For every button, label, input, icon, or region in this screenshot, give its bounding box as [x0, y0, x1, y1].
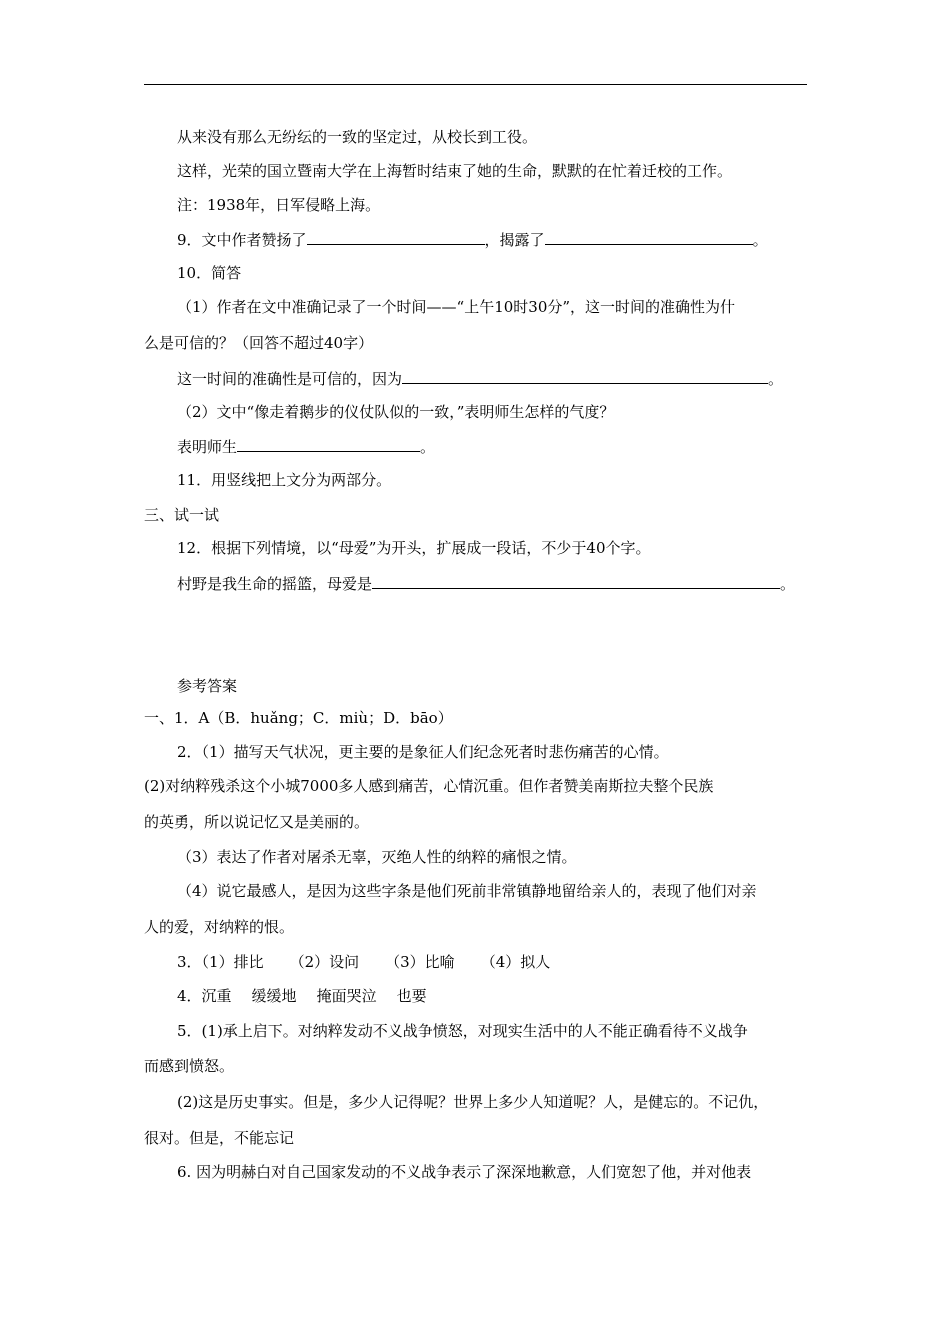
q9-text-2: ，揭露了 — [484, 231, 545, 249]
answer-3 — [177, 952, 550, 972]
passage-note: 注：1938年，日军侵略上海。 — [177, 196, 381, 214]
q12-blank[interactable] — [372, 573, 780, 589]
answer-2-3: （3）表达了作者对屠杀无辜，灭绝人性的纳粹的痛恨之情。 — [177, 848, 577, 866]
answer-6: 6. 因为明赫白对自己国家发动的不义战争表示了深深地歉意，人们宽恕了他，并对他表 — [177, 1163, 752, 1181]
question-10-2-answer — [177, 436, 435, 456]
answer-2-2: (2)对纳粹残杀这个小城7000多人感到痛苦，心情沉重。但作者赞美南斯拉夫整个民族 — [144, 777, 714, 795]
q10-1-end: 。 — [768, 370, 784, 388]
answer-3-item: （3）比喻 — [385, 953, 455, 971]
answer-5-2-cont: 很对。但是，不能忘记 — [144, 1129, 295, 1147]
answer-5-1-cont: 而感到愤怒。 — [144, 1057, 235, 1075]
question-10-1-cont: 么是可信的？（回答不超过40字） — [144, 334, 374, 352]
q10-2-end: 。 — [420, 438, 436, 456]
answer-4 — [177, 986, 427, 1006]
question-10-2: （2）文中“像走着鹅步的仪仗队似的一致，”表明师生怎样的气度？ — [177, 403, 615, 421]
answer-4-item: 缓缓地 — [251, 987, 297, 1005]
answer-4-item: 也要 — [396, 987, 427, 1005]
question-10-1-answer — [177, 368, 783, 388]
passage-line: 从来没有那么无纷纭的一致的坚定过，从校长到工役。 — [177, 128, 538, 146]
section-3-heading: 三、试一试 — [144, 506, 220, 524]
answer-2-1: 2．（1）描写天气状况，更主要的是象征人们纪念死者时悲伤痛苦的心情。 — [177, 743, 669, 761]
answer-1: 一、1．A（B．huǎng；C．miù；D．bāo） — [144, 709, 453, 727]
q10-1-blank[interactable] — [402, 368, 768, 384]
q9-text-1: 9．文中作者赞扬了 — [177, 231, 307, 249]
answer-2-4-cont: 人的爱，对纳粹的恨。 — [144, 918, 295, 936]
question-11: 11．用竖线把上文分为两部分。 — [177, 471, 392, 489]
q12-prefix: 村野是我生命的摇篮，母爱是 — [177, 575, 373, 593]
q10-2-prefix: 表明师生 — [177, 438, 238, 456]
passage-line: 这样，光荣的国立暨南大学在上海暂时结束了她的生命，默默的在忙着迁校的工作。 — [177, 162, 733, 180]
question-9 — [177, 229, 768, 249]
question-12-answer — [177, 573, 795, 593]
question-10-title: 10．简答 — [177, 264, 242, 282]
answer-3-item: （2）设问 — [289, 953, 360, 971]
header-rule — [144, 84, 807, 85]
answer-2-4: （4）说它最感人，是因为这些字条是他们死前非常镇静地留给亲人的，表现了他们对亲 — [177, 882, 757, 900]
answer-5-2: (2)这是历史事实。但是，多少人记得呢？世界上多少人知道呢？人，是健忘的。不记仇， — [177, 1093, 769, 1111]
q10-1-prefix: 这一时间的准确性是可信的，因为 — [177, 370, 403, 388]
answer-3-item: 3．（1）排比 — [177, 953, 264, 971]
q9-blank-2[interactable] — [545, 229, 753, 245]
q9-blank-1[interactable] — [307, 229, 485, 245]
q9-end: 。 — [752, 231, 768, 249]
answer-2-2-cont: 的英勇，所以说记忆又是美丽的。 — [144, 813, 370, 831]
question-12: 12．根据下列情境，以“母爱”为开头，扩展成一段话，不少于40个字。 — [177, 539, 651, 557]
q10-2-blank[interactable] — [237, 436, 420, 452]
answer-4-item: 4．沉重 — [177, 987, 232, 1005]
answer-5-1: 5．(1)承上启下。对纳粹发动不义战争愤怒，对现实生活中的人不能正确看待不义战争 — [177, 1022, 748, 1040]
answer-3-item: （4）拟人 — [480, 953, 551, 971]
answers-heading: 参考答案 — [177, 677, 238, 695]
question-10-1: （1）作者在文中准确记录了一个时间——“上午10时30分”，这一时间的准确性为什 — [177, 298, 736, 316]
q12-end: 。 — [780, 575, 796, 593]
answer-4-item: 掩面哭泣 — [316, 987, 377, 1005]
